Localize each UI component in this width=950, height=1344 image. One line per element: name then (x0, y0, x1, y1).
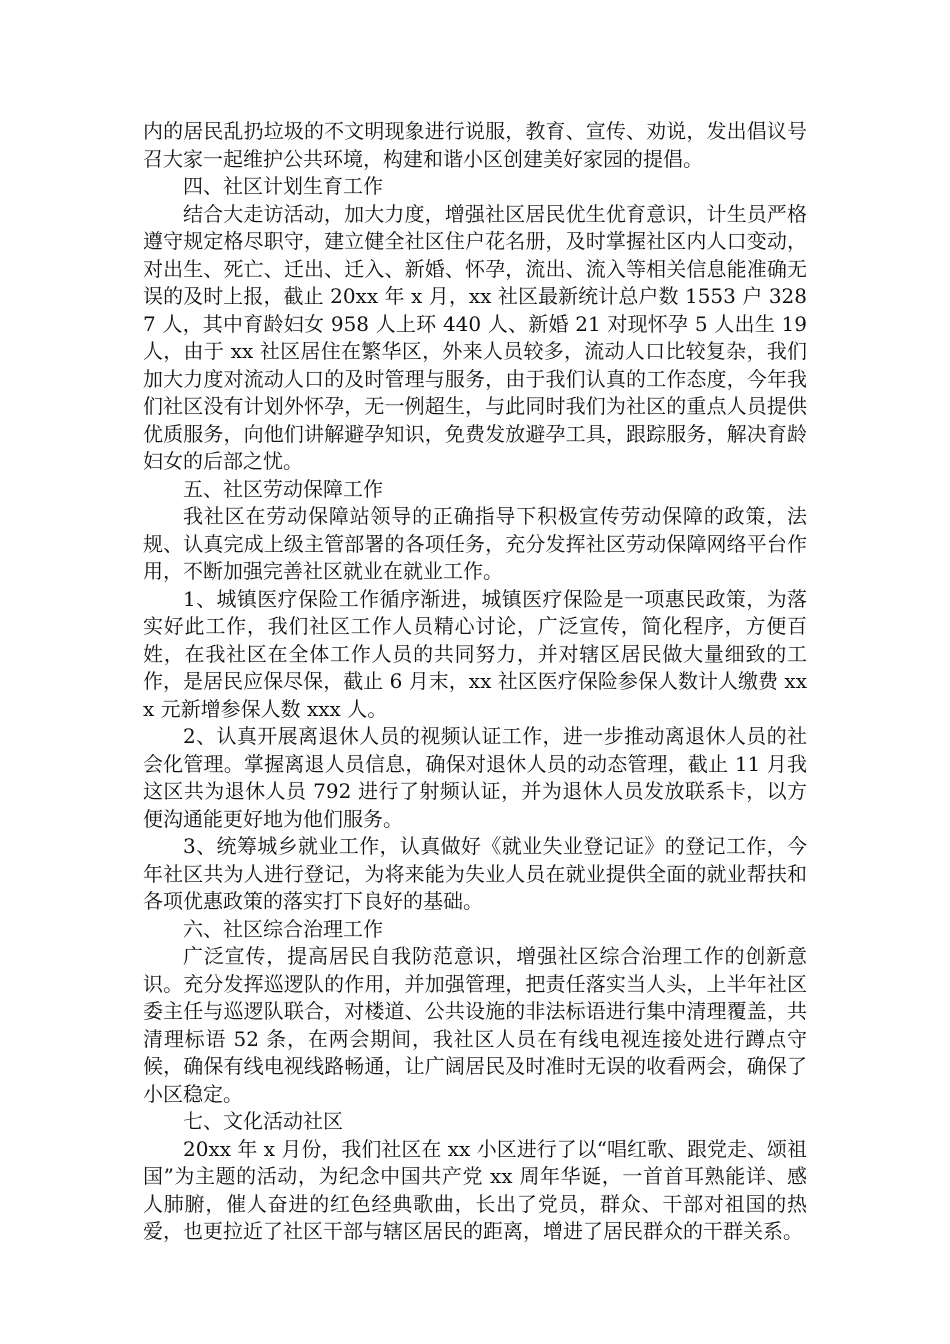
body-paragraph-employment: 3、统筹城乡就业工作，认真做好《就业失业登记证》的登记工作，今年社区共为人进行登记，为将来能为失业人员在就业提供全面的就业帮扶和各项优惠政策的落实打下良好的基础。 (143, 834, 807, 913)
body-paragraph-family-planning: 结合大走访活动，加大力度，增强社区居民优生优育意识，计生员严格遵守规定格尽职守，建立健全社区住户花名册，及时掌握社区内人口变动，对出生、死亡、迁出、迁入、新婚、怀孕，流出、流入等相关信息能准确无误的及时上报，截止 20xx 年 x 月，xx 社区最新统计总户数 1553 户 3287 人，其中育龄妇女 958 人上环 440 人、新婚 21 对现怀孕 5 人出生 19 人，由于 xx 社区居住在繁华区，外来人员较多，流动人口比较复杂，我们加大力度对流动人口的及时管理与服务，由于我们认真的工作态度，今年我们社区没有计划外怀孕，无一例超生，与此同时我们为社区的重点人员提供优质服务，向他们讲解避孕知识，免费发放避孕工具，跟踪服务，解决育龄妇女的后部之忧。 (143, 201, 807, 473)
body-paragraph-continuation: 内的居民乱扔垃圾的不文明现象进行说服，教育、宣传、劝说，发出倡议号召大家一起维护公共环境，构建和谐小区创建美好家园的提倡。 (143, 119, 807, 171)
body-paragraph-labor-security-intro: 我社区在劳动保障站领导的正确指导下积极宣传劳动保障的政策，法规、认真完成上级主管部署的各项任务，充分发挥社区劳动保障网络平台作用，不断加强完善社区就业在就业工作。 (143, 504, 807, 583)
body-paragraph-cultural-activities: 20xx 年 x 月份，我们社区在 xx 小区进行了以“唱红歌、跟党走、颂祖国”为主题的活动，为纪念中国共产党 xx 周年华诞，一首首耳熟能详、感人肺腑，催人奋进的红色经典歌曲，长出了党员，群众、干部对祖国的热爱，也更拉近了社区干部与辖区居民的距离，增进了居民群众的干群关系。 (143, 1136, 807, 1243)
section-heading-labor-security: 五、社区劳动保障工作 (183, 476, 383, 501)
document-page (143, 118, 807, 1246)
section-heading-family-planning: 四、社区计划生育工作 (183, 174, 383, 198)
section-heading-cultural-activities: 七、文化活动社区 (183, 1109, 343, 1133)
section-heading-comprehensive-governance: 六、社区综合治理工作 (183, 916, 383, 941)
body-paragraph-retiree-certification: 2、认真开展离退休人员的视频认证工作，进一步推动离退休人员的社会化管理。掌握离退人员信息，确保对退休人员的动态管理，截止 11 月我这区共为退休人员 792 进行了射频认证，并为退休人员发放联系卡，以方便沟通能更好地为他们服务。 (143, 724, 807, 831)
body-paragraph-medical-insurance: 1、城镇医疗保险工作循序渐进，城镇医疗保险是一项惠民政策，为落实好此工作，我们社区工作人员精心讨论，广泛宣传，简化程序，方便百姓，在我社区在全体工作人员的共同努力，并对辖区居民做大量细致的工作，是居民应保尽保，截止 6 月末，xx 社区医疗保险参保人数计人缴费 xxx 元新增参保人数 xxx 人。 (143, 586, 807, 721)
body-paragraph-comprehensive-governance: 广泛宣传，提高居民自我防范意识，增强社区综合治理工作的创新意识。充分发挥巡逻队的作用，并加强管理，把责任落实当人头，上半年社区委主任与巡逻队联合，对楼道、公共设施的非法标语进行集中清理覆盖，共清理标语 52 条，在两会期间，我社区人员在有线电视连接处进行蹲点守候，确保有线电视线路畅通，让广阔居民及时准时无误的收看两会，确保了小区稳定。 (143, 944, 807, 1106)
